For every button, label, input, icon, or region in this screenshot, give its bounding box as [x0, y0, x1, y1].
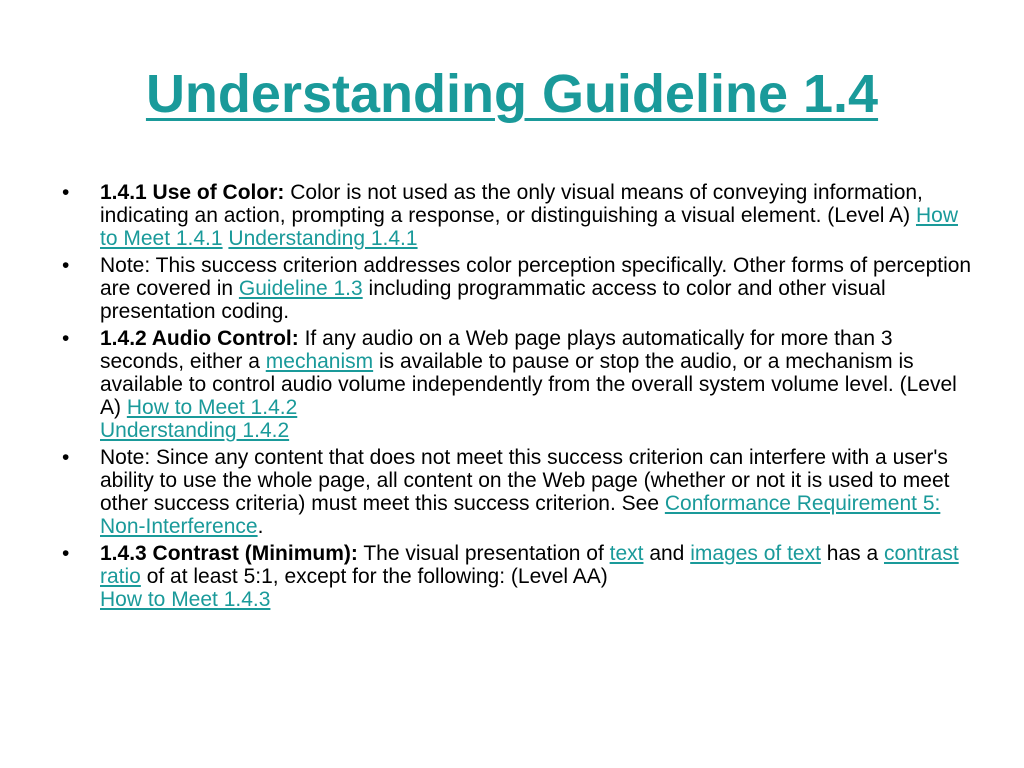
bullet-item-note-1 — [60, 254, 972, 323]
guideline-1-3-link[interactable]: Guideline 1.3 — [238, 277, 363, 300]
slide-title — [0, 62, 1024, 126]
bullet-text: The visual presentation of — [357, 542, 610, 565]
how-to-meet-1-4-2-link[interactable]: How to Meet 1.4.2 — [126, 396, 298, 419]
bullet-text: . — [257, 515, 264, 538]
bullet-text: If any audio on a Web page plays automatically for more than 3 seconds, either a — [100, 327, 893, 373]
bullet-icon: • — [62, 327, 70, 350]
how-to-meet-1-4-1-link[interactable]: How to Meet 1.4.1 — [100, 204, 958, 250]
bullet-text: Note: Since any content that does not meet this success criterion can interfere with a user's ability to use the whole page, all content on the Web page (whether or not it is used to meet other success criteria) must meet this success criterion. See — [100, 446, 950, 515]
understanding-1-4-2-link[interactable]: Understanding 1.4.2 — [100, 419, 290, 442]
bullet-text: Note: This success criterion addresses color perception specifically. Other forms of perception are covered in — [100, 254, 972, 300]
bullet-icon: • — [62, 542, 70, 565]
how-to-meet-1-4-3-link[interactable]: How to Meet 1.4.3 — [100, 588, 271, 611]
bullet-text: and — [643, 542, 691, 565]
conformance-requirement-5-link[interactable]: Conformance Requirement 5: Non-Interference — [100, 492, 941, 538]
bullet-item-1-4-1 — [60, 181, 972, 250]
bullet-item-note-2 — [60, 446, 972, 538]
text-link[interactable]: text — [609, 542, 644, 565]
bullet-text: including programmatic access to color and other visual presentation coding. — [100, 277, 886, 323]
bullet-icon: • — [62, 181, 70, 204]
bullet-text: has a — [820, 542, 884, 565]
bullet-list — [60, 181, 972, 615]
contrast-ratio-link[interactable]: contrast ratio — [100, 542, 959, 588]
bullet-icon: • — [62, 446, 70, 469]
bullet-icon: • — [62, 254, 70, 277]
title-link[interactable]: Understanding Guideline 1.4 — [145, 64, 879, 124]
bullet-text: is available to pause or stop the audio, or a mechanism is available to control audio volume independently from the overall system volume level. (Level A) — [100, 350, 957, 419]
bullet-item-1-4-3 — [60, 542, 972, 611]
mechanism-link[interactable]: mechanism — [265, 350, 374, 373]
understanding-1-4-1-link[interactable]: Understanding 1.4.1 — [228, 227, 418, 250]
bullet-text: of at least 5:1, except for the following: (Level AA) — [140, 565, 608, 588]
criterion-term: 1.4.1 Use of Color: — [100, 181, 285, 204]
bullet-item-1-4-2 — [60, 327, 972, 442]
images-of-text-link[interactable]: images of text — [690, 542, 821, 565]
criterion-term: 1.4.3 Contrast (Minimum): — [100, 542, 358, 565]
criterion-term: 1.4.2 Audio Control: — [100, 327, 299, 350]
bullet-text: Color is not used as the only visual means of conveying information, indicating an action, prompting a response, or distinguishing a visual element. (Level A) — [100, 181, 923, 227]
